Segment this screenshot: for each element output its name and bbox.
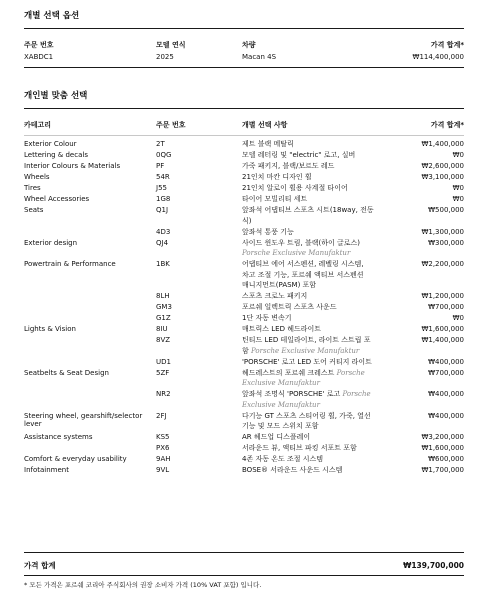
- row-price: ₩0: [452, 184, 464, 192]
- row-option-desc: 어댑티브 에어 서스펜션, 레벨링 시스템,: [242, 260, 364, 268]
- row-order-code: 1BK: [156, 260, 170, 268]
- header-order-number: 주문 번호: [156, 121, 186, 129]
- row-option-desc: 기능 및 모드 스위치 포함: [242, 422, 319, 430]
- vehicle-value: Macan 4S: [242, 53, 277, 61]
- exclusive-manufaktur-note: Porsche: [340, 390, 371, 398]
- exclusive-manufaktur-note: Exclusive Manufaktur: [242, 379, 320, 387]
- row-price: ₩1,200,000: [421, 292, 464, 300]
- row-price: ₩400,000: [428, 357, 464, 366]
- row-option-desc: 서라운드 뷰, 액티브 파킹 서포트 포함: [242, 444, 357, 452]
- row-category: Seats: [24, 206, 44, 214]
- row-option-desc: 모델 레터링 및 "electric" 로고, 실버: [242, 151, 356, 159]
- row-option-desc: 함 Porsche Exclusive Manufaktur: [242, 346, 360, 355]
- row-order-code: UD1: [156, 357, 171, 366]
- row-order-code: KS5: [156, 433, 170, 441]
- row-price: ₩0: [452, 314, 464, 322]
- row-option-desc: 포르쉐 일렉트릭 스포츠 사운드: [242, 303, 337, 311]
- row-order-code: 8IU: [156, 325, 168, 333]
- row-option-desc: 매트릭스 LED 헤드라이트: [242, 325, 322, 333]
- row-order-code: 9AH: [156, 455, 171, 463]
- row-price: ₩0: [452, 151, 464, 159]
- total-value: ₩139,700,000: [403, 561, 464, 570]
- row-price: ₩400,000: [428, 411, 464, 420]
- row-order-code: PF: [156, 162, 165, 170]
- row-category: Interior Colours & Materials: [24, 162, 121, 170]
- section-title-options: 개별 선택 옵션: [24, 11, 80, 21]
- row-price: ₩400,000: [428, 390, 464, 398]
- row-order-code: GM3: [156, 303, 172, 311]
- row-option-desc: 가죽 패키지, 블랙/보르도 레드: [242, 162, 335, 170]
- row-option-desc: 타이어 모빌리티 세트: [242, 195, 308, 203]
- row-category: Tires: [24, 184, 41, 192]
- total-label: 가격 합계: [24, 561, 56, 570]
- row-price: ₩1,400,000: [421, 140, 464, 148]
- row-order-code: Q1J: [156, 206, 169, 214]
- row-order-code: 2T: [156, 140, 165, 148]
- row-price: ₩1,700,000: [421, 466, 464, 474]
- header-model-year: 모델 연식: [156, 41, 186, 49]
- row-order-code: 1G8: [156, 195, 171, 203]
- exclusive-manufaktur-note: Porsche: [334, 368, 365, 377]
- row-price: ₩600,000: [428, 455, 464, 463]
- row-option-desc: 스포츠 크로노 패키지: [242, 292, 308, 300]
- row-order-code: QJ4: [156, 238, 169, 247]
- row-option-desc: 제트 블랙 메탈릭: [242, 140, 294, 148]
- row-price: ₩0: [452, 195, 464, 203]
- row-category: Lettering & decals: [24, 151, 88, 159]
- row-category: Lights & Vision: [24, 325, 76, 333]
- row-option-desc: 앞좌석 어댑티브 스포츠 시트(18way, 전동: [242, 206, 374, 214]
- header-option: 개별 선택 사항: [242, 121, 288, 129]
- row-option-desc: 사이드 윈도우 트림, 블랙(하이 글로스): [242, 238, 361, 247]
- row-order-code: NR2: [156, 390, 171, 398]
- header-order-number: 주문 번호: [24, 41, 54, 49]
- row-price: ₩2,600,000: [421, 162, 464, 170]
- row-option-desc: AR 헤드업 디스플레이: [242, 433, 311, 441]
- row-option-desc: 다기능 GT 스포츠 스티어링 휠, 가죽, 열선: [242, 411, 371, 420]
- row-category: Powertrain & Performance: [24, 260, 116, 268]
- total-bottom-divider: [24, 575, 464, 576]
- row-price: ₩1,400,000: [421, 336, 464, 344]
- row-order-code: G1Z: [156, 314, 171, 322]
- row-price: ₩1,600,000: [421, 444, 464, 452]
- row-option-desc: 1단 자동 변속기: [242, 314, 292, 322]
- exclusive-manufaktur-note: Porsche Exclusive Manufaktur: [242, 249, 351, 257]
- row-category: Assistance systems: [24, 433, 93, 441]
- section-title-personalization: 개인별 맞춤 선택: [24, 91, 88, 101]
- exclusive-manufaktur-note: Exclusive Manufaktur: [242, 400, 320, 409]
- row-option-desc: 식): [242, 216, 252, 225]
- footnote: * 모든 가격은 포르쉐 코리아 주식회사의 권장 소비자 가격 (10% VAT 포함) 입니다.: [24, 581, 262, 589]
- row-category: Steering wheel, gearshift/selector lever: [24, 411, 143, 428]
- row-order-code: 0QG: [156, 151, 172, 159]
- row-price: ₩3,200,000: [421, 433, 464, 441]
- row-order-code: 9VL: [156, 466, 170, 474]
- row-price: ₩300,000: [428, 238, 464, 247]
- row-price: ₩500,000: [428, 206, 464, 214]
- row-order-code: 8VZ: [156, 336, 171, 344]
- row-option-desc: 틴티드 LED 테일라이트, 라이트 스트립 포: [242, 336, 371, 344]
- row-category: Wheel Accessories: [24, 195, 90, 203]
- row-order-code: 5ZF: [156, 368, 170, 377]
- model-year-value: 2025: [156, 53, 174, 61]
- row-order-code: PX6: [156, 444, 170, 452]
- total-divider: [24, 552, 464, 553]
- row-price: ₩3,100,000: [421, 173, 464, 181]
- header-total-price: 가격 합계*: [430, 121, 464, 129]
- row-option-desc: 앞좌석 통풍 기능: [242, 227, 294, 236]
- row-order-code: 54R: [156, 173, 170, 181]
- row-option-desc: 21인치 알로이 휠용 사계절 타이어: [242, 184, 348, 192]
- row-category: Wheels: [24, 173, 50, 181]
- row-option-desc: 매니지먼트(PASM) 포함: [242, 281, 317, 289]
- row-price: ₩2,200,000: [421, 260, 464, 268]
- row-order-code: 4D3: [156, 227, 171, 236]
- exclusive-manufaktur-note: Porsche Exclusive Manufaktur: [248, 346, 360, 355]
- row-price: ₩700,000: [428, 303, 464, 311]
- row-option-desc: 헤드레스트의 포르쉐 크레스트 Porsche: [242, 368, 365, 377]
- order-number-value: XABDC1: [24, 53, 54, 61]
- row-price: ₩1,300,000: [421, 227, 464, 236]
- row-option-desc: 4존 자동 온도 조절 시스템: [242, 455, 323, 463]
- row-option-desc: 21인치 마칸 디자인 휠: [242, 173, 312, 181]
- row-category: Exterior Colour: [24, 140, 77, 148]
- row-category: Exterior design: [24, 238, 78, 247]
- row-category: Infotainment: [24, 466, 69, 474]
- header-total-price: 가격 합계*: [430, 41, 464, 49]
- row-price: ₩1,600,000: [421, 325, 464, 333]
- row-order-code: 8LH: [156, 292, 170, 300]
- header-vehicle: 차량: [242, 41, 256, 49]
- row-option-desc: 앞좌석 조명식 'PORSCHE' 로고 Porsche: [242, 390, 371, 398]
- row-order-code: 2FJ: [156, 411, 167, 420]
- row-category: Seatbelts & Seat Design: [24, 368, 109, 377]
- row-option-desc: 'PORSCHE' 로고 LED 도어 커티지 라이트: [242, 357, 372, 366]
- row-price: ₩700,000: [428, 368, 464, 377]
- row-option-desc: 차고 조절 기능, 포르쉐 액티브 서스펜션: [242, 270, 364, 279]
- row-order-code: J55: [156, 184, 167, 192]
- row-category: Comfort & everyday usability: [24, 455, 127, 463]
- header-category: 카테고리: [24, 121, 52, 129]
- base-price-value: ₩114,400,000: [412, 53, 464, 61]
- row-option-desc: BOSE® 서라운드 사운드 시스템: [242, 466, 343, 474]
